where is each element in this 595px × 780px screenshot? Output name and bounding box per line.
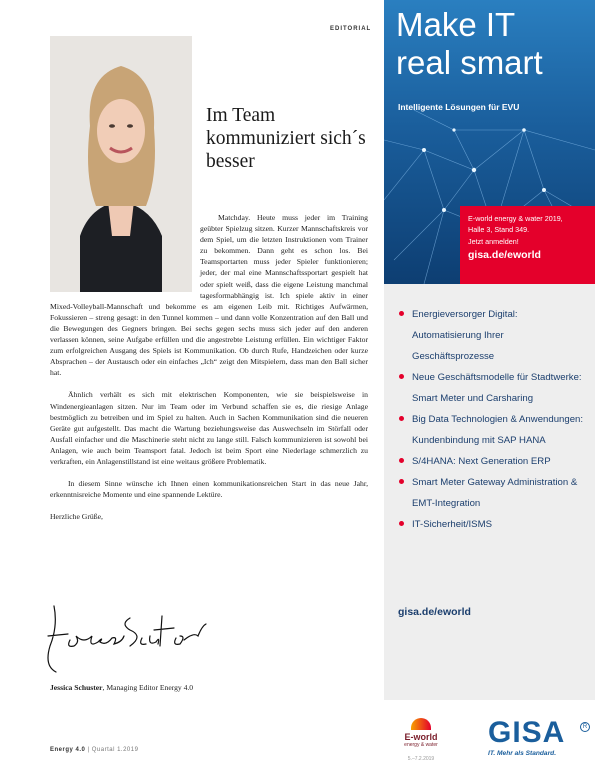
feature-item bbox=[398, 367, 588, 409]
feature-item bbox=[398, 451, 588, 472]
feature-item bbox=[398, 409, 588, 451]
feature-text: S/4HANA: Next Generation ERP bbox=[412, 456, 551, 467]
bullet-dot-icon bbox=[399, 416, 404, 421]
feature-text: Smart Meter Gateway Administration & EMT-Integration bbox=[412, 477, 578, 509]
ad-title-line: Make IT bbox=[396, 6, 516, 43]
issue-label: | Quartal 1.2019 bbox=[85, 747, 139, 753]
feature-item bbox=[398, 472, 588, 514]
feature-text: Big Data Technologien & Anwendungen: Kundenbindung mit SAP HANA bbox=[412, 414, 584, 446]
event-line: Halle 3, Stand 349. bbox=[468, 224, 530, 234]
article-paragraph: In diesem Sinne wünsche ich Ihnen einen kommunikationsreichen Start in das neue Jahr, erkenntnisreiche Momente und eine spannende Lektüre. bbox=[50, 479, 368, 500]
text-wrap-spacer bbox=[50, 212, 200, 297]
article-paragraph: Ähnlich verhält es sich mit elektrischen Komponenten, wie sie beispielsweise in Windenergieanlagen sitzen. Nur im Team oder im Verbund schaffen sie es, die riesige Anlage bestmöglich zu betreiben und im Spiel zu halten. Auch in Sachen Kommunikation sind die neueren Geräte gut aufgestellt. Das macht die Wartung beziehungsweise das Auswechseln im Störfall oder Ausfall einfacher und die Maschinerie steht nicht zu lange still. Falsch kommunizieren ist sowohl bei Anlagen, wie auch beim Teamsport fatal. Jedoch ist beim Sport eine Niederlage schmerzlich zu verkraften, ein Anlagenstillstand ist eine weitaus größere Problematik. bbox=[50, 390, 368, 466]
article-paragraph: Matchday. Heute muss jeder im Training geübter Spielzug sitzen. Kurzer Mannschaftskreis vor dem Spiel, um die letzten Instruktionen vom Trainer zu bekommen. Dann geht es schon los. Bei Teamsportarten muss jeder Spieler funktionieren; jeder, der mal eine Mannschaftssportart gespielt hat oder spielt weiß, dass die eigene Leistung manchmal tagesformabhängig ist. Ich spiele aktiv in einer Mixed-Volleyball-Mannschaft und bekomme es am eigenen Leib mit. Richtiges Aufwärmen, Fokussieren – streng gesagt: in den Tunnel kommen – und dann volle Konzentration auf den Ball und die Bewegungen des Gegners bringen. Bei sechs gegen sechs muss sich jeder auf den anderen verlassen können, seine Aufgabe erfüllen und die angestrebte Leistung erfüllen. Ein wichtiger Faktor zum erfolgreichen Ausgang des Spiels ist Kommunikation. Ob durch Rufe, Handzeichen oder kurze Absprachen – der Austausch oder ein einfaches „Ich“ zeigt den Mitspielern, dass man den Ball sicher hat. bbox=[50, 213, 368, 378]
eworld-logo bbox=[396, 718, 446, 768]
bullet-dot-icon bbox=[399, 374, 404, 379]
eworld-emblem-icon bbox=[411, 718, 431, 730]
feature-item bbox=[398, 304, 588, 367]
feature-text: Energieversorger Digital: Automatisierung Ihrer Geschäftsprozesse bbox=[412, 309, 518, 362]
author-name: Jessica Schuster bbox=[50, 683, 103, 692]
event-url-link[interactable]: gisa.de/eworld bbox=[468, 249, 541, 261]
bullet-dot-icon bbox=[399, 479, 404, 484]
gisa-advertisement[interactable] bbox=[384, 0, 595, 780]
bullet-dot-icon bbox=[399, 521, 404, 526]
feature-text: IT-Sicherheit/ISMS bbox=[412, 519, 492, 530]
register-cta[interactable]: Jetzt anmelden! bbox=[468, 237, 519, 246]
bullet-dot-icon bbox=[399, 458, 404, 463]
gisa-logo-text: GISA bbox=[488, 716, 566, 749]
event-line: E-world energy & water 2019, bbox=[468, 214, 563, 223]
page-footer bbox=[50, 747, 138, 753]
eworld-date: 5.–7.2.2019 bbox=[407, 756, 435, 762]
ad-title bbox=[396, 6, 543, 82]
eworld-logo-text: E-world bbox=[404, 732, 438, 742]
ad-subtitle: Intelligente Lösungen für EVU bbox=[398, 102, 520, 112]
signature bbox=[34, 596, 234, 678]
article-body bbox=[50, 212, 368, 533]
magazine-name: Energy 4.0 bbox=[50, 747, 86, 753]
headline: Im Team kommuniziert sich´s besser bbox=[206, 105, 366, 172]
bullet-dot-icon bbox=[399, 311, 404, 316]
author-role: , Managing Editor Energy 4.0 bbox=[102, 683, 194, 692]
registered-icon: R bbox=[580, 722, 590, 732]
closing: Herzliche Grüße, bbox=[50, 512, 103, 522]
feature-text: Neue Geschäftsmodelle für Stadtwerke: Smart Meter und Carsharing bbox=[412, 372, 582, 404]
section-label: EDITORIAL bbox=[330, 26, 372, 32]
ad-logo-bar bbox=[384, 700, 595, 780]
eworld-logo-sub: energy & water bbox=[404, 742, 438, 748]
feature-item bbox=[398, 514, 588, 535]
byline bbox=[50, 683, 193, 692]
ad-title-line: real smart bbox=[396, 44, 543, 81]
event-box[interactable] bbox=[460, 206, 595, 284]
gisa-tagline: IT. Mehr als Standard. bbox=[488, 750, 557, 757]
gisa-logo bbox=[488, 716, 588, 757]
ad-url-link[interactable]: gisa.de/eworld bbox=[398, 606, 471, 618]
